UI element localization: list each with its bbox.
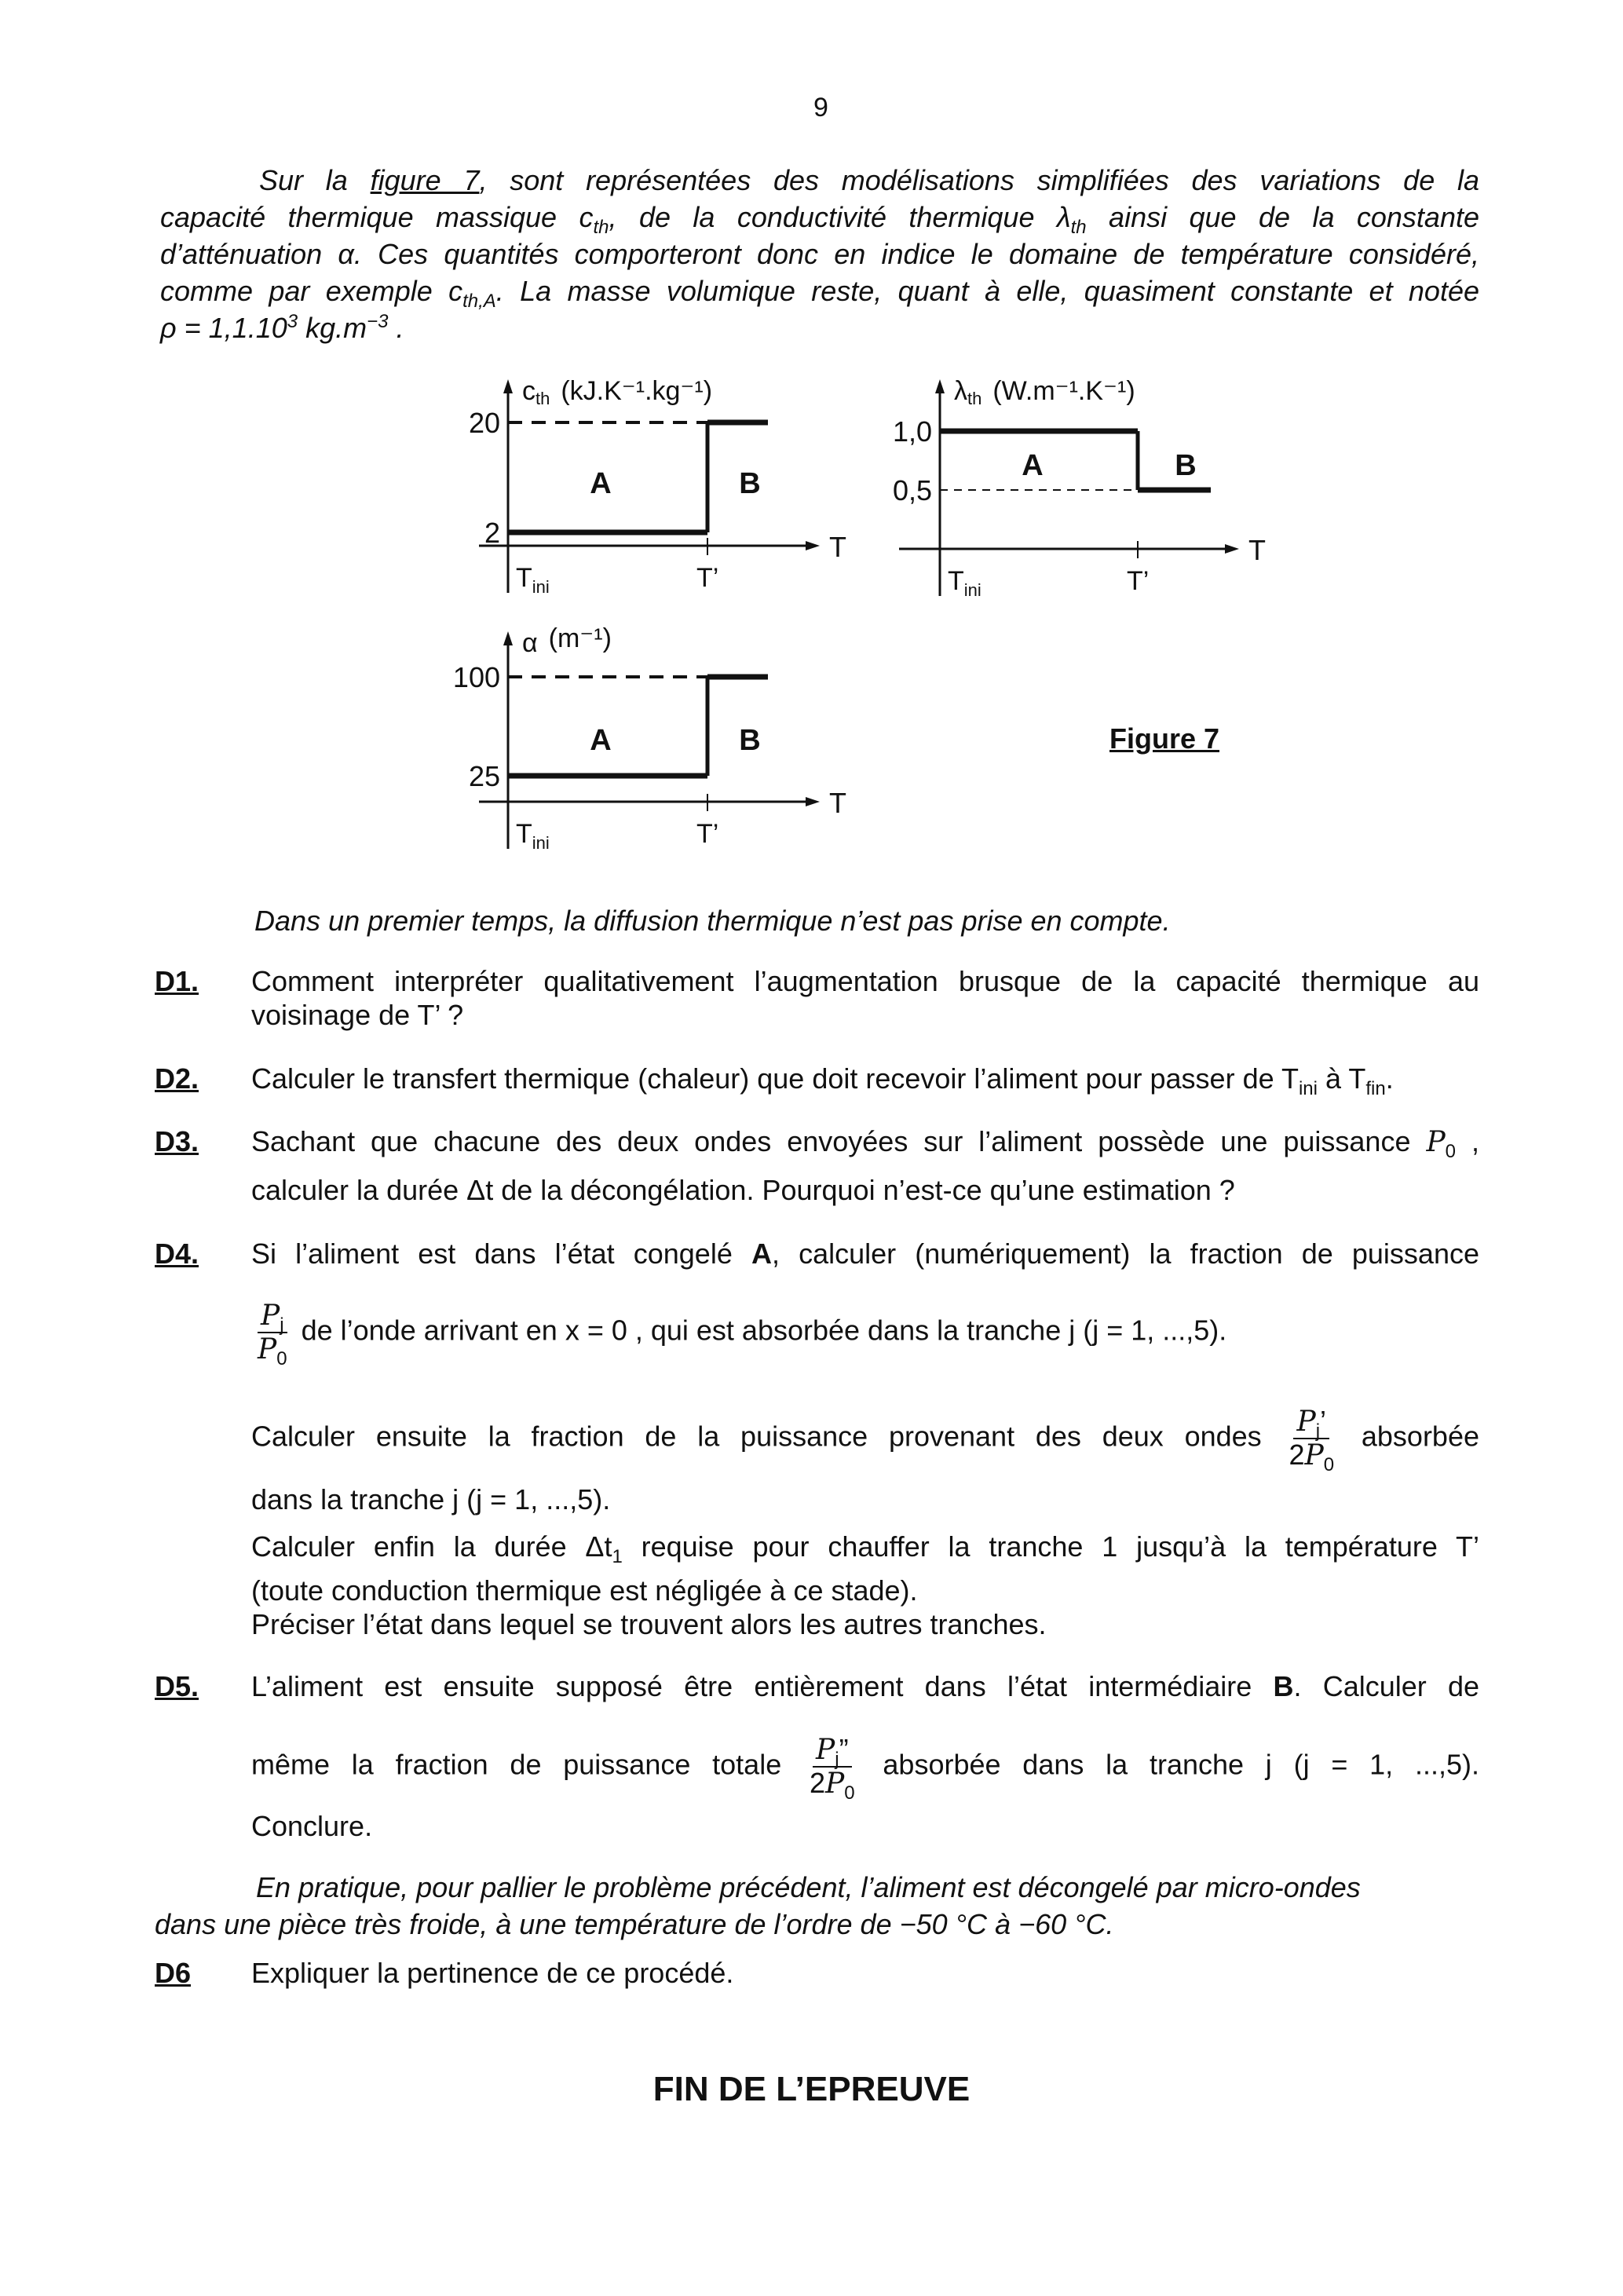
text-line	[251, 1237, 1479, 1271]
y-label-symbol: λ	[954, 376, 967, 406]
text-segment: Expliquer la pertinence de ce procédé.	[251, 1957, 734, 1989]
y-axis-arrow	[935, 379, 945, 393]
fraction-denominator	[810, 1767, 855, 1804]
fraction-denominator	[1289, 1439, 1335, 1476]
y-tick-label: 2	[484, 517, 500, 549]
text-segment: Dans un premier temps, la diffusion thermique n’est pas prise en compte.	[254, 905, 1171, 937]
text-line	[251, 1956, 733, 1991]
text-segment: Sur la	[259, 164, 371, 196]
text-line	[251, 1405, 1479, 1476]
question-label: D1.	[155, 965, 199, 997]
y-tick-label: 25	[468, 760, 500, 792]
text-segment: ainsi que de la constante	[1086, 201, 1480, 233]
text-segment: −3	[367, 311, 389, 332]
text-line	[251, 1607, 1047, 1642]
y-label-symbol: c	[522, 376, 536, 406]
text-segment: th	[1070, 217, 1087, 239]
region-label-a: A	[590, 724, 612, 757]
text-segment: 0	[1323, 1454, 1335, 1476]
text-segment: Si l’aliment est dans l’état congelé	[251, 1238, 751, 1270]
text-segment: th	[593, 217, 609, 239]
figure-reference-link: figure 7	[370, 164, 480, 196]
x-axis-label: T	[829, 531, 846, 563]
text-segment: voisinage de T’ ?	[251, 999, 464, 1031]
question-label: D4.	[155, 1238, 199, 1270]
x-tick-symbol: T	[516, 819, 532, 849]
text-segment: P	[261, 1300, 280, 1332]
fraction-denominator	[258, 1333, 287, 1370]
text-segment: à T	[1317, 1062, 1366, 1095]
x-axis-label: T	[829, 787, 846, 819]
text-segment: absorbée	[1340, 1420, 1479, 1453]
y-label-unit: (W.m⁻¹.K⁻¹)	[992, 376, 1135, 406]
x-tick-label-tprime: T’	[696, 563, 719, 593]
question-label: D6	[155, 1957, 192, 1989]
region-label-a: A	[590, 467, 612, 500]
text-segment: d’atténuation α. Ces quantités comporteront donc en indice le domaine de température considéré,	[160, 238, 1479, 270]
fraction-numerator	[1293, 1405, 1329, 1442]
x-tick-subscript: ini	[532, 833, 550, 853]
text-segment: (toute conduction thermique est négligée à ce stade).	[251, 1574, 918, 1607]
text-segment: ini	[1298, 1078, 1318, 1100]
text-segment: dans une pièce très froide, à une température de l’ordre de −50 °C à −60 °C.	[155, 1908, 1114, 1940]
text-segment: B	[1273, 1670, 1294, 1702]
x-tick-symbol: T	[516, 563, 532, 593]
x-tick-label-tini	[948, 566, 981, 600]
text-segment: P	[825, 1768, 845, 1800]
text-segment: A	[751, 1238, 772, 1270]
text-segment: , calculer (numériquement) la fraction de puissance	[771, 1238, 1479, 1270]
text-segment: , de la conductivité thermique λ	[609, 201, 1071, 233]
text-segment: P	[816, 1734, 835, 1766]
y-label-subscript: th	[536, 389, 550, 408]
text-segment: 0	[276, 1348, 287, 1370]
text-segment: j	[1315, 1420, 1321, 1442]
y-tick-label: 20	[468, 407, 500, 439]
text-segment: 2	[810, 1767, 826, 1799]
text-line	[251, 1173, 1235, 1208]
y-tick-label: 1,0	[892, 415, 932, 448]
x-tick-label-tprime: T’	[1127, 566, 1150, 596]
y-label-unit: (kJ.K⁻¹.kg⁻¹)	[561, 376, 713, 406]
text-line	[251, 1062, 1394, 1100]
chart-1	[469, 376, 846, 597]
text-segment: comme par exemple c	[160, 275, 463, 307]
text-segment: même la fraction de puissance totale	[251, 1748, 803, 1781]
text-segment: Comment interpréter qualitativement l’augmentation brusque de la capacité thermique au	[251, 965, 1479, 997]
text-segment: j	[280, 1314, 284, 1336]
text-line	[256, 1870, 1361, 1905]
text-segment: En pratique, pour pallier le problème précédent, l’aliment est décongelé par micro-ondes	[256, 1871, 1361, 1903]
text-line	[251, 1483, 610, 1517]
x-tick-symbol: T	[948, 566, 964, 596]
text-line	[251, 1809, 372, 1844]
text-segment: dans la tranche j (j = 1, ...,5).	[251, 1483, 611, 1515]
power-fraction	[258, 1300, 287, 1370]
text-segment: P	[1426, 1126, 1446, 1158]
y-tick-label: 100	[452, 661, 500, 693]
text-segment: j	[835, 1749, 839, 1771]
region-label-b: B	[739, 724, 761, 757]
x-tick-label-tini	[516, 563, 550, 597]
y-tick-label: 0,5	[892, 474, 932, 506]
y-axis-arrow	[503, 379, 513, 393]
text-line	[251, 998, 463, 1033]
region-label-b: B	[739, 467, 761, 500]
text-line	[254, 904, 1171, 938]
text-segment: Préciser l’état dans lequel se trouvent alors les autres tranches.	[251, 1608, 1047, 1640]
y-axis-label	[954, 376, 1135, 408]
text-segment: P	[1304, 1439, 1324, 1472]
text-line	[251, 1124, 1479, 1163]
question-label: D2.	[155, 1062, 199, 1095]
text-segment: Calculer ensuite la fraction de la puissance provenant des deux ondes	[251, 1420, 1283, 1453]
text-line	[251, 1574, 918, 1608]
text-segment: calculer la durée Δt de la décongélation. Pourquoi n’est-ce qu’une estimation ?	[251, 1174, 1235, 1206]
text-segment: 1	[612, 1546, 623, 1568]
text-line	[251, 1733, 1479, 1804]
text-line	[251, 964, 1479, 999]
x-tick-label-tprime: T’	[696, 819, 719, 849]
x-axis-arrow	[806, 797, 820, 806]
text-line	[155, 1907, 1114, 1942]
region-label-b: B	[1175, 449, 1197, 482]
text-segment: L’aliment est ensuite supposé être entièrement dans l’état intermédiaire	[251, 1670, 1274, 1702]
text-segment: kg.m	[298, 312, 367, 344]
text-segment: requise pour chauffer la tranche 1 jusqu’à la température T’	[622, 1530, 1479, 1563]
x-axis-arrow	[806, 541, 820, 550]
text-segment: ’	[1320, 1405, 1327, 1437]
power-fraction	[810, 1733, 855, 1804]
x-axis-arrow	[1225, 544, 1239, 554]
y-axis-label	[522, 376, 712, 408]
chart-2	[893, 376, 1266, 600]
text-segment: absorbée dans la tranche j (j = 1, ...,5).	[861, 1748, 1479, 1781]
text-line	[251, 1300, 1227, 1370]
text-segment: P	[1296, 1406, 1316, 1438]
text-segment: . La masse volumique reste, quant à elle, quasiment constante et notée	[495, 275, 1479, 307]
text-segment: 0	[1445, 1141, 1457, 1163]
chart-3	[453, 623, 846, 853]
y-label-subscript: th	[967, 389, 982, 408]
region-label-a: A	[1022, 449, 1044, 482]
text-segment: ,	[1456, 1125, 1479, 1157]
y-label-unit: (m⁻¹)	[548, 623, 612, 653]
x-tick-label-tini	[516, 819, 550, 853]
power-fraction	[1289, 1405, 1335, 1476]
text-segment: Calculer le transfert thermique (chaleur) que doit recevoir l’aliment pour passer de T	[251, 1062, 1299, 1095]
text-segment: Conclure.	[251, 1810, 373, 1842]
figure-7-charts	[0, 0, 1623, 879]
text-segment: de l’onde arrivant en x = 0 , qui est absorbée dans la tranche j (j = 1, ...,5).	[293, 1314, 1227, 1347]
figure-caption: Figure 7	[1109, 722, 1220, 755]
text-segment: ρ = 1,1.10	[160, 312, 287, 344]
fraction-numerator	[258, 1300, 287, 1336]
x-tick-subscript: ini	[532, 577, 550, 597]
x-axis-label: T	[1248, 534, 1266, 566]
fraction-numerator	[813, 1733, 852, 1771]
text-line	[251, 1530, 1479, 1568]
text-segment: .	[388, 312, 404, 344]
text-segment: fin	[1365, 1078, 1386, 1100]
y-label-symbol: α	[522, 628, 538, 658]
text-segment: 3	[287, 311, 298, 332]
end-of-exam-title: FIN DE L’EPREUVE	[652, 2070, 971, 2108]
text-segment: 2	[1289, 1439, 1305, 1471]
text-segment: P	[258, 1333, 277, 1366]
y-axis-arrow	[503, 631, 513, 645]
text-segment: Calculer enfin la durée Δt	[251, 1530, 612, 1563]
page-number: 9	[813, 93, 828, 122]
y-axis-label	[522, 623, 612, 658]
text-segment: , sont représentées des modélisations simplifiées des variations de la	[479, 164, 1480, 196]
text-segment: th,A	[462, 291, 496, 313]
text-segment: . Calculer de	[1293, 1670, 1479, 1702]
text-line	[251, 1669, 1479, 1704]
text-segment: ”	[839, 1733, 849, 1765]
text-segment: 0	[844, 1782, 855, 1804]
text-segment: Sachant que chacune des deux ondes envoyées sur l’aliment possède une puissance	[251, 1125, 1427, 1157]
question-label: D5.	[155, 1670, 199, 1702]
text-segment: .	[1385, 1062, 1394, 1095]
x-tick-subscript: ini	[963, 580, 981, 600]
question-label: D3.	[155, 1125, 199, 1157]
text-segment: capacité thermique massique c	[160, 201, 594, 233]
